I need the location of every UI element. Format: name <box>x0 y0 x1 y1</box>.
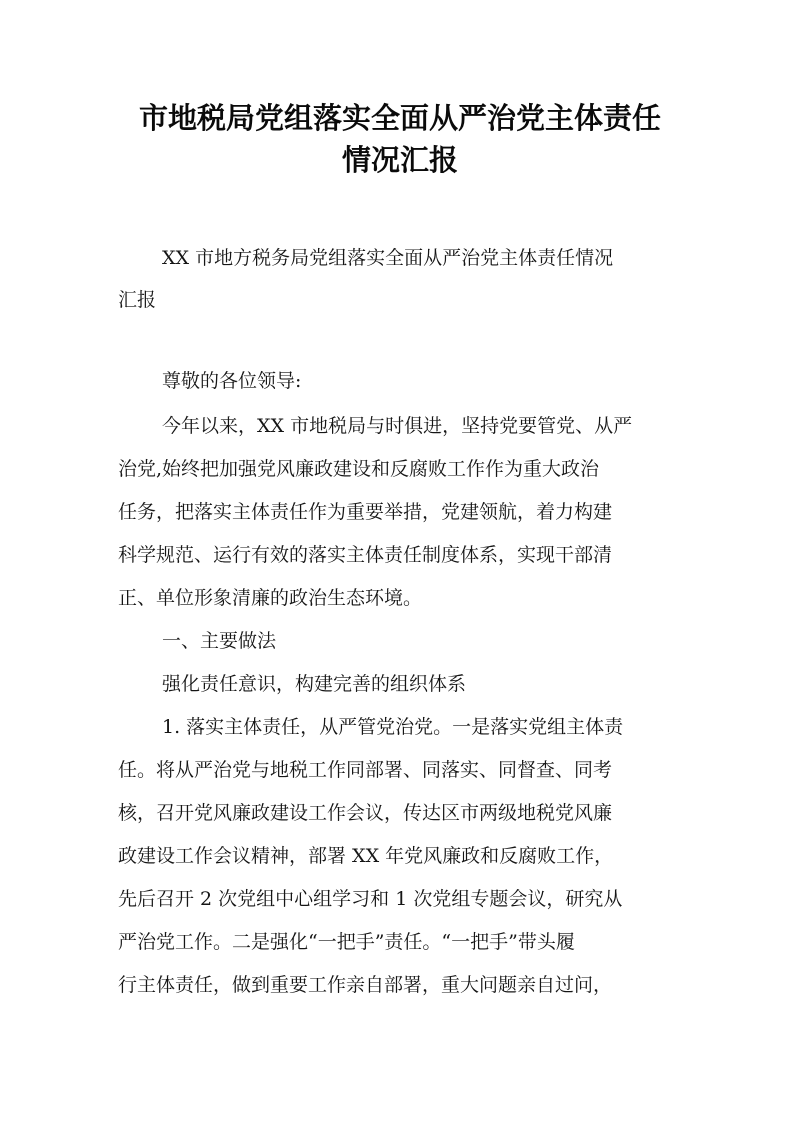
subsection-heading: 强化责任意识，构建完善的组织体系 <box>162 673 467 695</box>
subtitle-line-1: XX 市地方税务局党组落实全面从严治党主体责任情况 <box>162 247 614 269</box>
paragraph-line: 任务，把落实主体责任作为重要举措，党建领航，着力构建 <box>118 501 613 523</box>
paragraph-line: 治党,始终把加强党风廉政建设和反腐败工作作为重大政治 <box>118 458 600 480</box>
paragraph-line: 1. 落实主体责任，从严管党治党。一是落实党组主体责 <box>162 716 624 738</box>
paragraph-line: 任。将从严治党与地税工作同部署、同落实、同督查、同考 <box>118 759 613 781</box>
subtitle-line-2: 汇报 <box>118 289 157 311</box>
salutation: 尊敬的各位领导: <box>162 370 302 392</box>
paragraph-line: 政建设工作会议精神，部署 XX 年党风廉政和反腐败工作， <box>118 845 614 867</box>
document-title-line-1: 市地税局党组落实全面从严治党主体责任 <box>138 101 661 135</box>
paragraph-line: 科学规范、运行有效的落实主体责任制度体系，实现干部清 <box>118 544 613 566</box>
paragraph-line: 行主体责任，做到重要工作亲自部署，重大问题亲自过问， <box>118 974 613 996</box>
paragraph-line: 先后召开 2 次党组中心组学习和 1 次党组专题会议，研究从 <box>118 888 623 910</box>
paragraph-line: 严治党工作。二是强化“一把手”责任。“一把手”带头履 <box>118 931 575 953</box>
paragraph-line: 正、单位形象清廉的政治生态环境。 <box>118 587 423 609</box>
paragraph-line: 今年以来，XX 市地税局与时俱进，坚持党要管党、从严 <box>162 415 633 437</box>
section-heading: 一、主要做法 <box>162 630 277 652</box>
paragraph-line: 核，召开党风廉政建设工作会议，传达区市两级地税党风廉 <box>118 802 613 824</box>
document-title-line-2: 情况汇报 <box>341 143 458 177</box>
